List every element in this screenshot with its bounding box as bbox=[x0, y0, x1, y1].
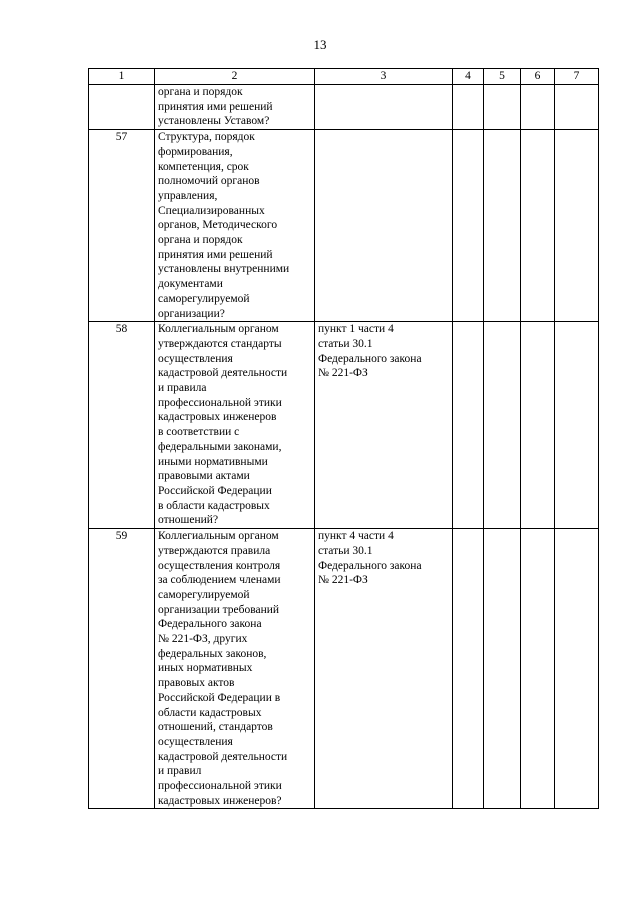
table-row bbox=[89, 529, 599, 809]
answer-cell-col-7 bbox=[555, 529, 599, 809]
legal-reference-cell bbox=[315, 85, 453, 130]
answer-cell-col-6 bbox=[521, 85, 555, 130]
answer-cell-col-4 bbox=[453, 529, 484, 809]
question-cell: Структура, порядок формирования, компетенция, срок полномочий органов управления, Специализированных органов, Методического органа и порядок принятия ими решений установлены внутренними документами саморегулируемой организации? bbox=[155, 130, 315, 322]
header-row bbox=[89, 69, 599, 85]
header-cell-4: 4 bbox=[453, 69, 484, 85]
question-cell: Коллегиальным органом утверждаются правила осуществления контроля за соблюдением членами саморегулируемой организации требований Федерального закона № 221-ФЗ, других федеральных законов, иных нормативных правовых актов Российской Федерации в области кадастровых отношений, стандартов осуществления кадастровой деятельности и правил профессиональной этики кадастровых инженеров? bbox=[155, 529, 315, 809]
table-row bbox=[89, 85, 599, 130]
header-cell-3: 3 bbox=[315, 69, 453, 85]
item-number: 58 bbox=[89, 322, 155, 529]
header-cell-5: 5 bbox=[484, 69, 521, 85]
legal-reference-cell: пункт 1 части 4 статьи 30.1 Федерального закона № 221-ФЗ bbox=[315, 322, 453, 529]
header-cell-7: 7 bbox=[555, 69, 599, 85]
checklist-table bbox=[88, 68, 599, 809]
question-cell: Коллегиальным органом утверждаются стандарты осуществления кадастровой деятельности и правила профессиональной этики кадастровых инженеров в соответствии с федеральными законами, иными нормативными правовыми актами Российской Федерации в области кадастровых отношений? bbox=[155, 322, 315, 529]
answer-cell-col-5 bbox=[484, 130, 521, 322]
answer-cell-col-7 bbox=[555, 130, 599, 322]
header-cell-1: 1 bbox=[89, 69, 155, 85]
header-cell-6: 6 bbox=[521, 69, 555, 85]
table-row bbox=[89, 322, 599, 529]
item-number: 59 bbox=[89, 529, 155, 809]
answer-cell-col-5 bbox=[484, 85, 521, 130]
answer-cell-col-7 bbox=[555, 322, 599, 529]
page-number: 13 bbox=[313, 37, 327, 52]
header-cell-2: 2 bbox=[155, 69, 315, 85]
legal-reference-cell: пункт 4 части 4 статьи 30.1 Федерального закона № 221-ФЗ bbox=[315, 529, 453, 809]
legal-reference-cell bbox=[315, 130, 453, 322]
item-number bbox=[89, 85, 155, 130]
answer-cell-col-6 bbox=[521, 130, 555, 322]
answer-cell-col-5 bbox=[484, 529, 521, 809]
answer-cell-col-4 bbox=[453, 130, 484, 322]
item-number: 57 bbox=[89, 130, 155, 322]
answer-cell-col-4 bbox=[453, 85, 484, 130]
answer-cell-col-5 bbox=[484, 322, 521, 529]
table-row bbox=[89, 130, 599, 322]
answer-cell-col-4 bbox=[453, 322, 484, 529]
question-cell: органа и порядок принятия ими решений установлены Уставом? bbox=[155, 85, 315, 130]
answer-cell-col-6 bbox=[521, 322, 555, 529]
answer-cell-col-7 bbox=[555, 85, 599, 130]
answer-cell-col-6 bbox=[521, 529, 555, 809]
